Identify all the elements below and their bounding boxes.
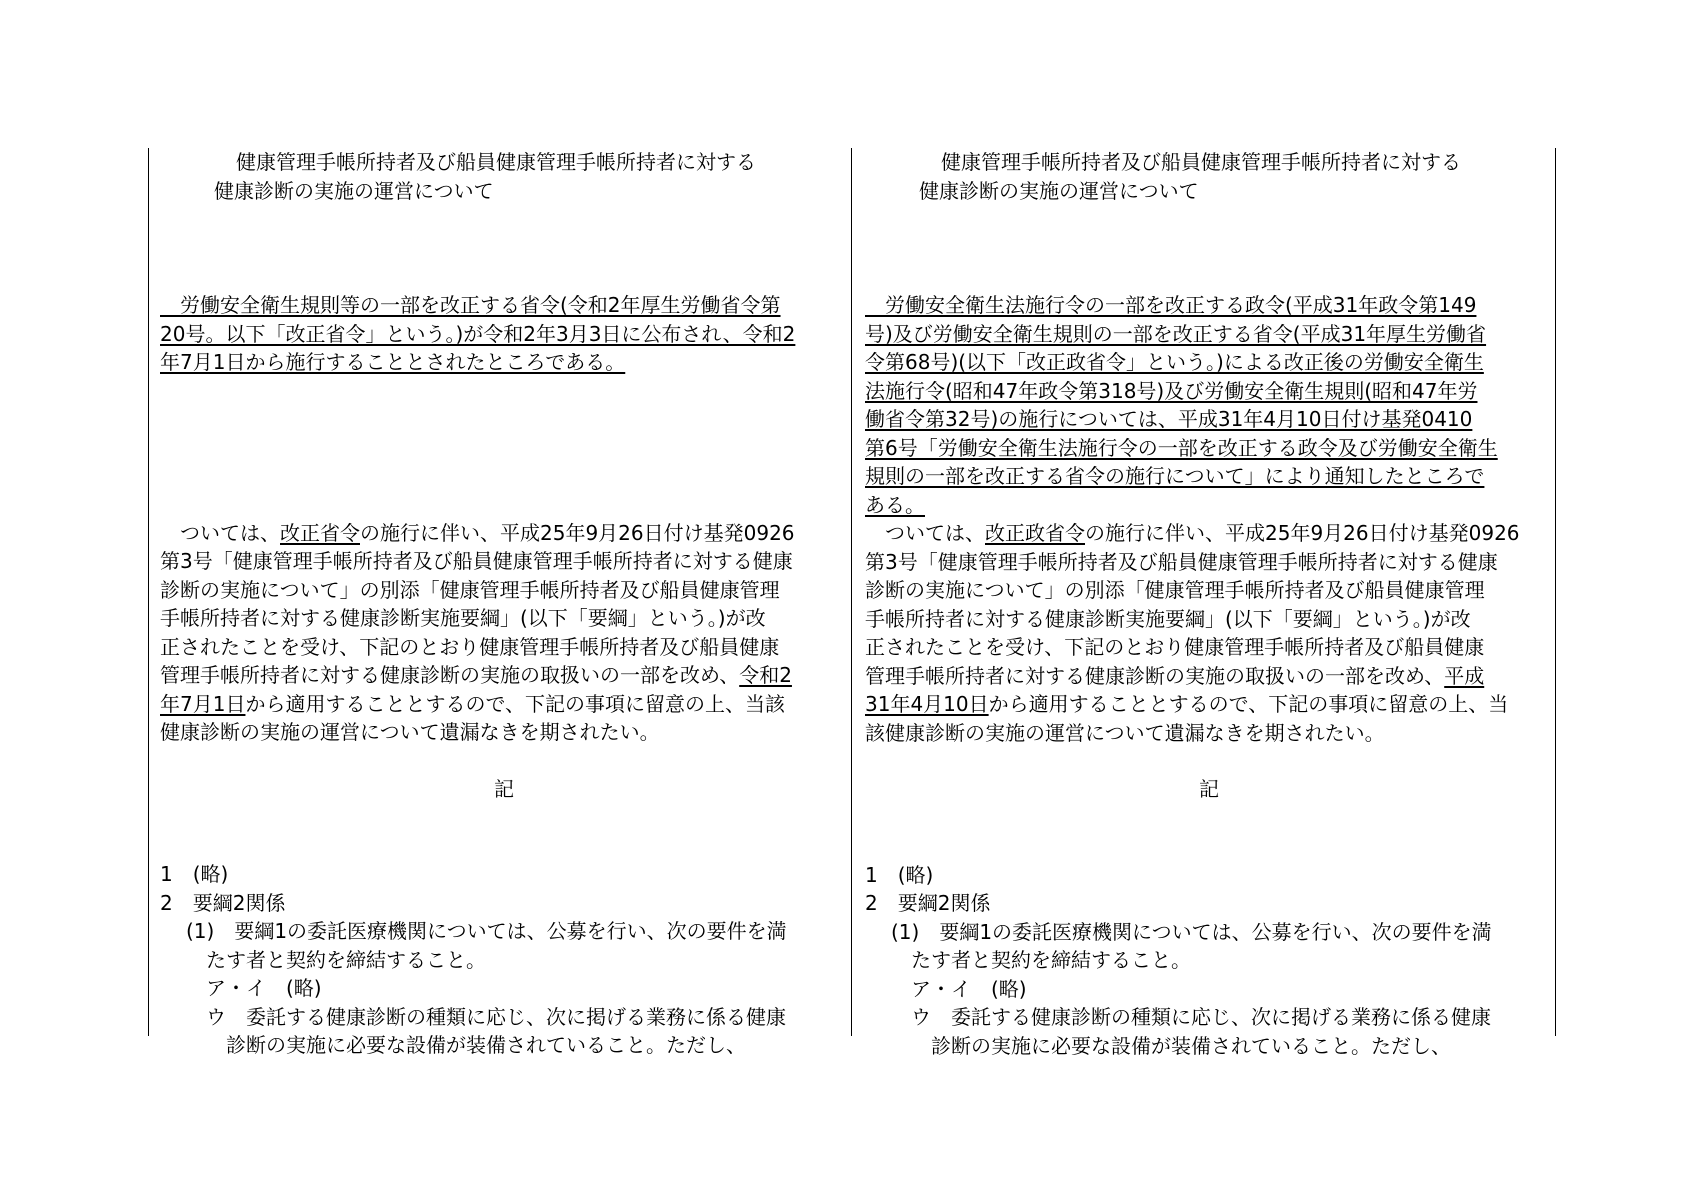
right-item2: 2 要綱2関係 [865, 891, 991, 915]
left-para2-line: 管理手帳所持者に対する健康診断の実施の取扱いの一部を改め、令和2 [160, 663, 792, 687]
right-para2-line: 診断の実施について」の別添「健康管理手帳所持者及び船員健康管理 [865, 578, 1485, 602]
right-ki-heading: 記 [1199, 777, 1219, 801]
right-item-u-line2: 診断の実施に必要な設備が装備されていること。ただし、 [931, 1033, 1451, 1058]
right-para2-line: 第3号「健康管理手帳所持者及び船員健康管理手帳所持者に対する健康 [865, 549, 1498, 574]
left-item-ai: ア・イ (略) [206, 976, 322, 1000]
right-border [1555, 148, 1556, 1036]
right-para2-line: 31年4月10日から適用することとするので、下記の事項に留意の上、当 [865, 692, 1509, 716]
left-item-u-line1: ウ 委託する健康診断の種類に応じ、次に掲げる業務に係る健康 [206, 1004, 786, 1029]
left-para2-line: 健康診断の実施の運営について遺漏なきを期されたい。 [160, 720, 660, 744]
right-para1-line: 令第68号)(以下「改正政省令」という。)による改正後の労働安全衛生 [865, 350, 1484, 374]
left-item2-1-line1: (1) 要綱1の委託医療機関については、公募を行い、次の要件を満 [186, 919, 787, 943]
left-item2-1-line2: たす者と契約を締結すること。 [206, 947, 486, 972]
right-para2-line: 正されたことを受け、下記のとおり健康管理手帳所持者及び船員健康 [865, 635, 1485, 659]
left-para2-line: ついては、改正省令の施行に伴い、平成25年9月26日付け基発0926 [160, 520, 795, 545]
right-para2-line: 該健康診断の実施の運営について遺漏なきを期されたい。 [865, 720, 1385, 745]
left-title-line1: 健康管理手帳所持者及び船員健康管理手帳所持者に対する [236, 150, 756, 174]
right-item1: 1 (略) [865, 862, 934, 887]
left-item1: 1 (略) [160, 862, 229, 886]
left-item2: 2 要綱2関係 [160, 890, 286, 915]
right-para1-line: 第6号「労働安全衛生法施行令の一部を改正する政令及び労働安全衛生 [865, 435, 1498, 460]
left-column [160, 148, 848, 1060]
right-item2-1-line2: たす者と契約を締結すること。 [911, 948, 1191, 972]
right-para1-line: 働省令第32号)の施行については、平成31年4月10日付け基発0410 [865, 407, 1473, 431]
left-item-u-line2: 診断の実施に必要な設備が装備されていること。ただし、 [226, 1033, 746, 1057]
right-title-line1: 健康管理手帳所持者及び船員健康管理手帳所持者に対する [941, 150, 1461, 174]
left-para1-line: 年7月1日から施行することとされたところである。 [160, 350, 626, 374]
right-para1-line: 規則の一部を改正する省令の施行について」により通知したところで [865, 464, 1485, 488]
left-para2-line: 正されたことを受け、下記のとおり健康管理手帳所持者及び船員健康 [160, 634, 780, 659]
right-item2-1-line1: (1) 要綱1の委託医療機関については、公募を行い、次の要件を満 [891, 919, 1492, 944]
right-title-line2: 健康診断の実施の運営について [919, 178, 1199, 203]
left-para2-line: 第3号「健康管理手帳所持者及び船員健康管理手帳所持者に対する健康 [160, 549, 793, 573]
left-para2-line: 手帳所持者に対する健康診断実施要綱」(以下「要綱」という。)が改 [160, 606, 766, 630]
right-para1-line: 法施行令(昭和47年政令第318号)及び労働安全衛生規則(昭和47年労 [865, 378, 1478, 403]
right-para2-line: ついては、改正政省令の施行に伴い、平成25年9月26日付け基発0926 [865, 521, 1520, 545]
left-para1-line: 20号。以下「改正省令」という。)が令和2年3月3日に公布され、令和2 [160, 321, 796, 346]
left-border [148, 148, 149, 1036]
right-para2-line: 手帳所持者に対する健康診断実施要綱」(以下「要綱」という。)が改 [865, 606, 1471, 631]
right-para2-line: 管理手帳所持者に対する健康診断の実施の取扱いの一部を改め、平成 [865, 663, 1485, 688]
left-title-line2: 健康診断の実施の運営について [214, 178, 494, 203]
left-para1-line: 労働安全衛生規則等の一部を改正する省令(令和2年厚生労働省令第 [160, 293, 781, 317]
right-item-ai: ア・イ (略) [911, 976, 1027, 1001]
right-column [865, 148, 1553, 1060]
right-para1-line: 労働安全衛生法施行令の一部を改正する政令(平成31年政令第149 [865, 293, 1477, 317]
left-para2-line: 年7月1日から適用することとするので、下記の事項に留意の上、当該 [160, 691, 786, 716]
right-para1-line: 号)及び労働安全衛生規則の一部を改正する省令(平成31年厚生労働省 [865, 321, 1487, 346]
center-divider [851, 148, 852, 1036]
right-para1-line: ある。 [865, 492, 925, 517]
right-item-u-line1: ウ 委託する健康診断の種類に応じ、次に掲げる業務に係る健康 [911, 1005, 1491, 1029]
left-ki-heading: 記 [494, 776, 514, 801]
left-para2-line: 診断の実施について」の別添「健康管理手帳所持者及び船員健康管理 [160, 577, 780, 602]
